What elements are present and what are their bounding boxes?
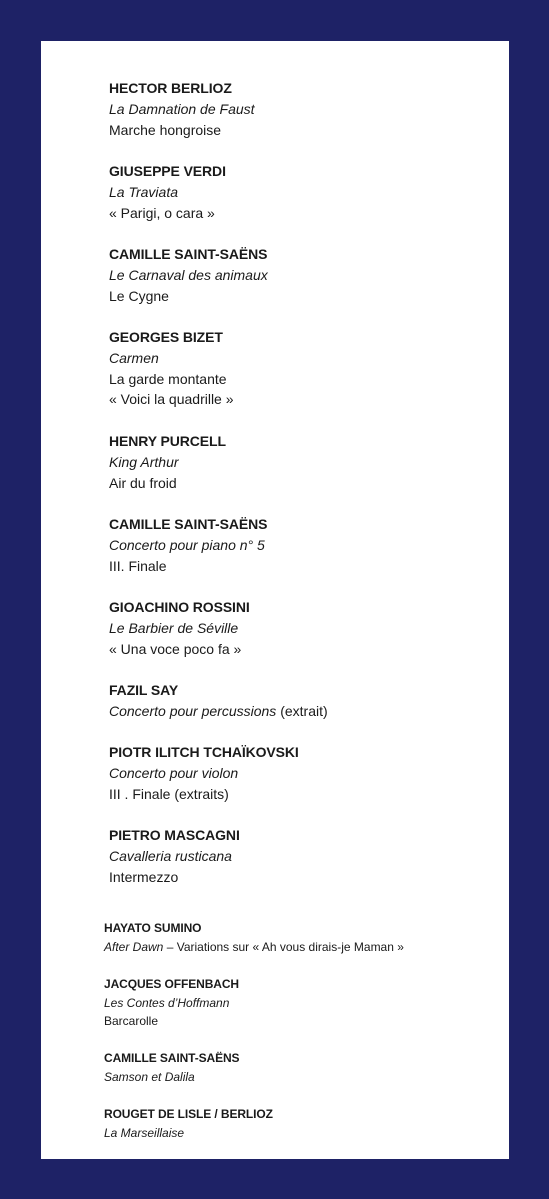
piece-detail xyxy=(109,867,240,888)
work-title xyxy=(104,994,239,1013)
work-title-text: After Dawn xyxy=(104,939,164,954)
piece-detail xyxy=(109,556,267,577)
work-title-text: La Damnation de Faust xyxy=(109,100,255,117)
piece-detail xyxy=(109,286,268,307)
program-entry xyxy=(109,78,255,140)
work-title-text: Concerto pour piano n° 5 xyxy=(109,536,265,553)
work-title xyxy=(109,348,234,369)
composer-name: GEORGES BIZET xyxy=(109,329,223,345)
program-page xyxy=(41,41,509,1159)
work-title xyxy=(109,182,226,203)
composer-name: HECTOR BERLIOZ xyxy=(109,80,232,96)
program-entry xyxy=(109,327,234,410)
work-title xyxy=(109,763,299,784)
work-title xyxy=(104,938,404,957)
composer-name: FAZIL SAY xyxy=(109,682,179,698)
program-entry xyxy=(109,597,250,659)
piece-detail xyxy=(109,639,250,660)
piece-detail-text: III. Finale xyxy=(109,557,167,574)
work-title-text: Carmen xyxy=(109,349,159,366)
program-entry xyxy=(109,244,268,306)
work-title-text: King Arthur xyxy=(109,453,179,470)
program-entry xyxy=(109,161,226,223)
work-title-text: Samson et Dalila xyxy=(104,1069,195,1084)
work-title-text: La Marseillaise xyxy=(104,1125,185,1140)
work-title-text: Le Carnaval des animaux xyxy=(109,266,268,283)
work-note: – Variations sur « Ah vous dirais-je Maman » xyxy=(163,939,404,954)
composer-name: PIOTR ILITCH TCHAÏKOVSKI xyxy=(109,744,299,760)
program-entry xyxy=(109,514,267,576)
piece-detail xyxy=(109,203,226,224)
piece-detail xyxy=(109,784,299,805)
piece-detail-text: Air du froid xyxy=(109,474,177,491)
piece-detail-text: Barcarolle xyxy=(104,1014,159,1029)
work-note: (extrait) xyxy=(276,702,328,719)
work-title-text: Les Contes d’Hoffmann xyxy=(104,995,230,1010)
piece-detail-text: Marche hongroise xyxy=(109,121,222,138)
work-title xyxy=(109,265,268,286)
composer-name: CAMILLE SAINT-SAËNS xyxy=(109,516,268,532)
piece-detail xyxy=(109,369,234,390)
encores-entry xyxy=(104,919,404,956)
encores-entry xyxy=(104,1105,273,1142)
program-entry xyxy=(109,680,328,722)
piece-detail-text: « Voici la quadrille » xyxy=(109,391,234,408)
composer-name: HAYATO SUMINO xyxy=(104,921,202,935)
composer-name: PIETRO MASCAGNI xyxy=(109,827,240,843)
work-title xyxy=(109,535,267,556)
work-title-text: La Traviata xyxy=(109,183,178,200)
piece-detail-text: III . Finale (extraits) xyxy=(109,785,229,802)
piece-detail xyxy=(109,473,226,494)
composer-name: CAMILLE SAINT-SAËNS xyxy=(104,1051,240,1065)
work-title-text: Le Barbier de Séville xyxy=(109,619,239,636)
piece-detail xyxy=(109,120,255,141)
piece-detail xyxy=(104,1012,239,1031)
work-title-text: Concerto pour percussions xyxy=(109,702,277,719)
composer-name: GIUSEPPE VERDI xyxy=(109,163,226,179)
encores-entry xyxy=(104,1049,239,1086)
piece-detail-text: Intermezzo xyxy=(109,868,179,885)
work-title xyxy=(109,846,240,867)
encores-entry xyxy=(104,975,239,1031)
work-title xyxy=(109,701,328,722)
work-title xyxy=(109,99,255,120)
work-title-text: Concerto pour violon xyxy=(109,764,239,781)
piece-detail-text: Le Cygne xyxy=(109,287,169,304)
work-title-text: Cavalleria rusticana xyxy=(109,847,232,864)
composer-name: GIOACHINO ROSSINI xyxy=(109,599,250,615)
piece-detail-text: La garde montante xyxy=(109,370,227,387)
work-title xyxy=(104,1068,239,1087)
program-entry xyxy=(109,742,299,804)
program-entry xyxy=(109,431,226,493)
work-title xyxy=(104,1124,273,1143)
work-title xyxy=(109,452,226,473)
piece-detail xyxy=(109,389,234,410)
composer-name: JACQUES OFFENBACH xyxy=(104,977,239,991)
composer-name: CAMILLE SAINT-SAËNS xyxy=(109,246,268,262)
program-entry xyxy=(109,825,240,887)
work-title xyxy=(109,618,250,639)
piece-detail-text: « Parigi, o cara » xyxy=(109,204,215,221)
composer-name: HENRY PURCELL xyxy=(109,433,226,449)
piece-detail-text: « Una voce poco fa » xyxy=(109,640,242,657)
composer-name: ROUGET DE LISLE / BERLIOZ xyxy=(104,1107,273,1121)
